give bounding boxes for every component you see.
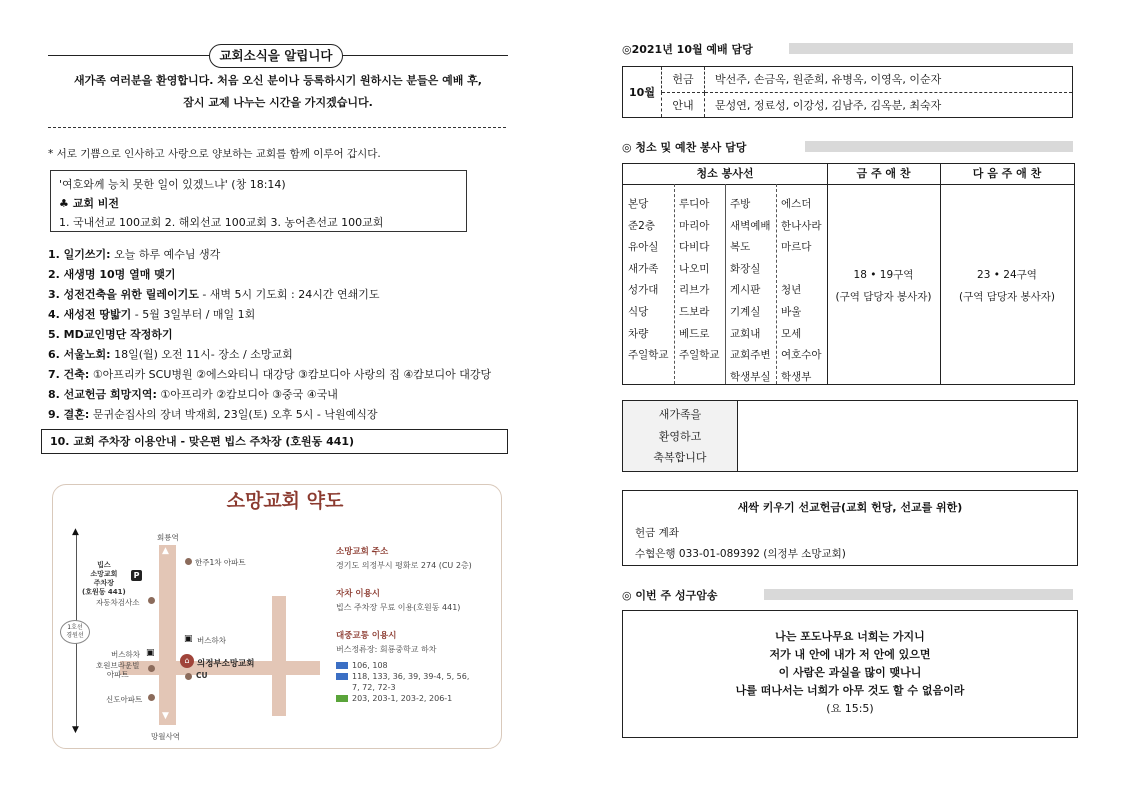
this-week-head: 금 주 애 찬 bbox=[827, 164, 940, 185]
road-arrow-down-icon: ▼ bbox=[162, 711, 169, 721]
worship-table bbox=[622, 66, 1073, 118]
news-item: 7. 건축: ①아프리카 SCU병원 ②에스와티니 대강당 ③캄보디아 사랑의 집 ④캄보디아 대강당 bbox=[48, 368, 492, 381]
bus-badge-icon bbox=[336, 695, 348, 702]
seed-offering-box bbox=[622, 490, 1078, 566]
news-item: 1. 일기쓰기: 오늘 하루 예수님 생각 bbox=[48, 248, 221, 261]
vision-items: 1. 국내선교 100교회 2. 해외선교 100교회 3. 농어촌선교 100교회 bbox=[59, 216, 384, 229]
bus-route-row: 106, 108 bbox=[336, 660, 472, 671]
news-list bbox=[48, 245, 508, 425]
bus-icon: ▣ bbox=[184, 634, 193, 644]
cleaning-area-col: 본당 준2층 유아실 새가족 성가대 식당 차량 주일학교 bbox=[628, 198, 669, 362]
bus-badge-icon bbox=[336, 673, 348, 680]
welcome-line-2: 잠시 교제 나누는 시간을 가지겠습니다. bbox=[183, 96, 373, 109]
info-heading: 소망교회 주소 bbox=[336, 547, 389, 557]
heading-bar bbox=[789, 43, 1073, 54]
vision-verse: '여호와께 능치 못한 일이 있겠느냐' (창 18:14) bbox=[59, 178, 286, 191]
col-divider bbox=[674, 184, 675, 384]
info-heading: 자차 이용시 bbox=[336, 589, 381, 599]
verse-heading: ◎ 이번 주 성구암송 bbox=[622, 589, 718, 602]
verse-line: 나는 포도나무요 너희는 가지니 bbox=[775, 630, 925, 643]
landmark-label: 한주1차 아파트 bbox=[195, 558, 246, 567]
account-label: 헌금 계좌 bbox=[635, 527, 679, 539]
news-item: 5. MD교인명단 작정하기 bbox=[48, 328, 173, 341]
landmark-label: 신도아파트 bbox=[106, 695, 143, 704]
heading-bar bbox=[764, 589, 1073, 600]
parking-label: 빕스 소망교회 주차장 (호원동 441) bbox=[82, 561, 126, 596]
seed-title: 새싹 키우기 선교헌금(교회 헌당, 선교를 위한) bbox=[737, 501, 963, 514]
heading-bar bbox=[805, 141, 1073, 152]
landmark-label: 자동차검사소 bbox=[96, 598, 140, 607]
verse-line: 저가 내 안에 내가 저 안에 있으면 bbox=[769, 648, 931, 661]
landmark-dot bbox=[148, 597, 155, 604]
news-item: 2. 새생명 10명 열매 맺기 bbox=[48, 268, 176, 281]
news-item: 8. 선교헌금 희망지역: ①아프리카 ②캄보디아 ③중국 ④국내 bbox=[48, 388, 338, 401]
account-number: 수협은행 033-01-089392 (의정부 소망교회) bbox=[635, 548, 846, 560]
cleaning-col-head: 청소 봉사선 bbox=[623, 164, 827, 185]
info-text: 경기도 의정부시 평화로 274 (CU 2층) bbox=[336, 561, 472, 570]
cleaning-area-col: 주방 새벽예배 복도 화장실 게시판 기계실 교회내 교회주변 학생부실 bbox=[730, 198, 771, 383]
worship-month: 10월 bbox=[623, 67, 662, 118]
next-week-head: 다 음 주 애 찬 bbox=[940, 164, 1074, 185]
info-heading: 대중교통 이용시 bbox=[336, 631, 397, 641]
cleaning-heading: ◎ 청소 및 예찬 봉사 담당 bbox=[622, 141, 747, 154]
new-family-box bbox=[622, 400, 1078, 472]
vision-heading: ♣ 교회 비전 bbox=[59, 197, 120, 210]
south-station: 망월사역 bbox=[151, 732, 180, 741]
parking-icon: P bbox=[131, 570, 142, 581]
verse-ref: (요 15:5) bbox=[826, 702, 874, 715]
info-text: 빕스 주차장 무료 이용(호원동 441) bbox=[336, 603, 461, 612]
bus-route-row: 203, 203-1, 203-2, 206-1 bbox=[336, 693, 472, 704]
road-arrow-up-icon: ▲ bbox=[162, 546, 169, 556]
north-station: 회룡역 bbox=[157, 533, 179, 542]
fellowship-note: * 서로 기쁨으로 인사하고 사랑으로 양보하는 교회를 함께 이루어 갑시다. bbox=[48, 148, 381, 160]
col-divider bbox=[725, 184, 726, 384]
bus-icon: ▣ bbox=[146, 648, 155, 658]
landmark-label: 버스하차 bbox=[197, 636, 226, 645]
landmark-label: 호원브라운빌 아파트 bbox=[96, 661, 140, 679]
bus-badge-icon bbox=[336, 662, 348, 669]
cleaning-group-col: 루디아 마리아 다비다 나오미 리브가 드보라 베드로 주일학교 bbox=[679, 198, 720, 362]
parking-notice: 10. 교회 주차장 이용안내 - 맞은편 빕스 주차장 (호원동 441) bbox=[41, 429, 508, 454]
welcome-text bbox=[48, 70, 508, 114]
next-week-meal: 23 • 24구역 (구역 담당자 봉사자) bbox=[958, 269, 1055, 303]
cu-label: CU bbox=[196, 671, 208, 680]
landmark-dot bbox=[148, 665, 155, 672]
this-week-meal: 18 • 19구역 (구역 담당자 봉사자) bbox=[835, 269, 932, 303]
news-item: 6. 서울노회: 18일(월) 오전 11시- 장소 / 소망교회 bbox=[48, 348, 293, 361]
info-text: 버스정류장: 회룡중학교 하차 bbox=[336, 645, 437, 654]
news-item: 4. 새성전 땅밟기 - 5월 3일부터 / 매일 1회 bbox=[48, 308, 256, 321]
cleaning-table bbox=[622, 163, 1075, 385]
news-item: 3. 성전건축을 위한 릴레이기도 - 새벽 5시 기도회 : 24시간 연쇄기도 bbox=[48, 288, 380, 301]
worship-role: 헌금 bbox=[662, 67, 705, 93]
worship-role: 안내 bbox=[662, 92, 705, 118]
bus-route-row: 7, 72, 72-3 bbox=[352, 683, 396, 692]
bus-route-row: 118, 133, 36, 39, 39-4, 5, 56, bbox=[336, 671, 472, 682]
arrow-up-icon: ▲ bbox=[72, 527, 79, 537]
church-label: 의정부소망교회 bbox=[197, 659, 255, 669]
worship-heading: ◎2021년 10월 예배 담당 bbox=[622, 43, 753, 56]
divider bbox=[48, 127, 506, 128]
worship-names: 문성연, 정료성, 이강성, 김남주, 김옥분, 최숙자 bbox=[705, 92, 1073, 118]
verse-line: 이 사람은 과실을 많이 맺나니 bbox=[778, 666, 922, 679]
news-item: 9. 결혼: 문귀순집사의 장녀 박재희, 23일(토) 오후 5시 - 낙원예식장 bbox=[48, 408, 378, 421]
church-icon: ⌂ bbox=[180, 654, 194, 668]
memory-verse-box bbox=[622, 610, 1078, 738]
side-road bbox=[272, 596, 286, 716]
welcome-line-1: 새가족 여러분을 환영합니다. 처음 오신 분이나 등록하시기 원하시는 분들은 예배 후, bbox=[74, 74, 482, 87]
map-info bbox=[336, 545, 472, 704]
rail-badge: 1호선 경원선 bbox=[60, 620, 90, 644]
landmark-dot bbox=[148, 694, 155, 701]
verse-line: 나를 떠나서는 너희가 아무 것도 할 수 없음이라 bbox=[735, 684, 965, 697]
vision-box bbox=[50, 170, 467, 232]
cleaning-group-col: 에스더 한나사라 마르다 청년 바울 모세 여호수아 학생부 bbox=[781, 198, 822, 383]
col-divider bbox=[776, 184, 777, 384]
new-family-label: 새가족을 환영하고 축복합니다 bbox=[623, 401, 738, 471]
arrow-down-icon: ▼ bbox=[72, 725, 79, 735]
worship-names: 박선주, 손금옥, 원준희, 유병옥, 이영옥, 이순자 bbox=[705, 67, 1073, 93]
main-road bbox=[159, 545, 176, 725]
cu-dot bbox=[185, 673, 192, 680]
landmark-label: 버스하차 bbox=[111, 650, 140, 659]
news-title: 교회소식을 알립니다 bbox=[209, 44, 343, 68]
landmark-dot bbox=[185, 558, 192, 565]
map-title: 소망교회 약도 bbox=[210, 486, 360, 513]
bus-routes bbox=[336, 660, 472, 704]
